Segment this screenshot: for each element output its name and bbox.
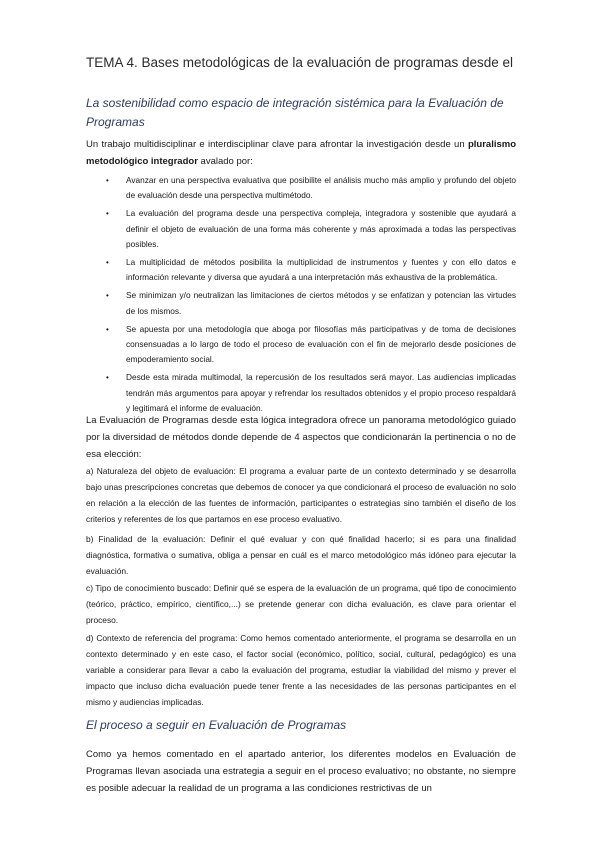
- list-item: [104, 322, 516, 368]
- list-item-text: Se minimizan y/o neutralizan las limitaciones de ciertos métodos y se enfatizan y potencian las virtudes de los mismos.: [126, 290, 516, 316]
- list-item: [104, 173, 516, 203]
- bullet-icon: •: [106, 209, 109, 219]
- list-item-text: Avanzar en una perspectiva evaluativa que posibilite el análisis mucho más amplio y profundo del objeto de evaluación desde una perspectiva multimétodo.: [126, 175, 516, 201]
- list-item: [104, 206, 516, 252]
- aspect-contexto-referencia: d) Contexto de referencia del programa: Como hemos comentado anteriormente, el programa se desarrolla en un contexto determinado y en este caso, el factor social (económico, político, social, cultural, pedagógico) es una variable a considerar para llevar a cabo la evaluación del programa, estudiar la viabilidad del mismo y prever el impacto que incluso dicha evaluación puede tener frente a las necesidades de las personas participantes en el mismo y audiencias implicadas.: [86, 633, 516, 707]
- methodology-paragraph: La Evaluación de Programas desde esta lógica integradora ofrece un panorama metodológico guiado por la diversidad de métodos donde depende de 4 aspectos que condicionarán la pertinencia o no de esa elección:: [86, 415, 516, 460]
- bullet-icon: •: [106, 373, 109, 383]
- intro-text-start: Un trabajo multidisciplinar e interdisciplinar clave para afrontar la investigación desde un: [86, 139, 465, 150]
- aspect-finalidad: b) Finalidad de la evaluación: Definir el qué evaluar y con qué finalidad hacerlo; si es para una finalidad diagnóstica, formativa o sumativa, obliga a pensar en cuál es el marco metodológico más idóneo para ejecutar la evaluación.: [86, 534, 516, 576]
- list-item: [104, 288, 516, 318]
- bullet-icon: •: [106, 324, 109, 334]
- aspect-tipo-conocimiento: c) Tipo de conocimiento buscado: Definir qué se espera de la evaluación de un programa, qué tipo de conocimiento (teórico, práctico, empírico, científico,...) se pretende generar con dicha evaluación, es clave para orientar el proceso.: [86, 583, 516, 625]
- bullet-icon: •: [106, 258, 109, 268]
- bullet-list: [104, 173, 516, 419]
- list-item-text: Se apuesta por una metodología que aboga por filosofías más participativas y de toma de decisiones consensuadas a lo largo de todo el proceso de evaluación con el fin de mejorarlo desde posiciones de empoderamiento social.: [126, 323, 516, 365]
- section-subtitle-sostenibilidad: La sostenibilidad como espacio de integración sistémica para la Evaluación de Programas: [86, 96, 504, 129]
- process-paragraph: Como ya hemos comentado en el apartado anterior, los diferentes modelos en Evaluación de Programas llevan asociada una estrategia a seguir en el proceso evaluativo; no obstante, no siempre es posible adecuar la realidad de un programa a las condiciones restrictivas de un: [86, 749, 516, 794]
- list-item-text: La multiplicidad de métodos posibilita la multiplicidad de instrumentos y fuentes y con ello datos e información relevante y diversa que ayudará a una interpretación más exhaustiva de la problemática.: [126, 257, 516, 283]
- bullet-icon: •: [106, 291, 109, 301]
- list-item: [104, 255, 516, 285]
- list-item-text: La evaluación del programa desde una perspectiva compleja, integradora y sostenible que ayudará a definir el objeto de evaluación de una forma más coherente y más aproximada a todas las perspectivas posibles.: [126, 208, 516, 249]
- list-item-text: Desde esta mirada multimodal, la repercusión de los resultados será mayor. Las audiencias implicadas tendrán más argumentos para apoyar y refrendar los resultados obtenidos y el propio proceso respaldará y legitimará el informe de evaluación.: [126, 372, 516, 413]
- section-subtitle-proceso: El proceso a seguir en Evaluación de Programas: [86, 718, 347, 732]
- aspect-naturaleza: a) Naturaleza del objeto de evaluación: El programa a evaluar parte de un contexto determinado y se desarrolla bajo unas prescripciones concretas que debemos de conocer ya que condicionará el proceso de evaluación no solo en relación a la elección de las fuentes de información, participantes o estrategias sino también el diseño de los criterios y referentes de los que partamos en ese proceso evaluativo.: [86, 466, 516, 524]
- intro-text-end: avalado por:: [200, 156, 253, 167]
- list-item: [104, 370, 516, 416]
- intro-paragraph: [86, 136, 516, 170]
- intro-bold-phrase: pluralismo metodológico integrador: [86, 139, 517, 167]
- page-title: TEMA 4. Bases metodológicas de la evaluación de programas desde el: [86, 55, 513, 70]
- bullet-icon: •: [106, 176, 109, 185]
